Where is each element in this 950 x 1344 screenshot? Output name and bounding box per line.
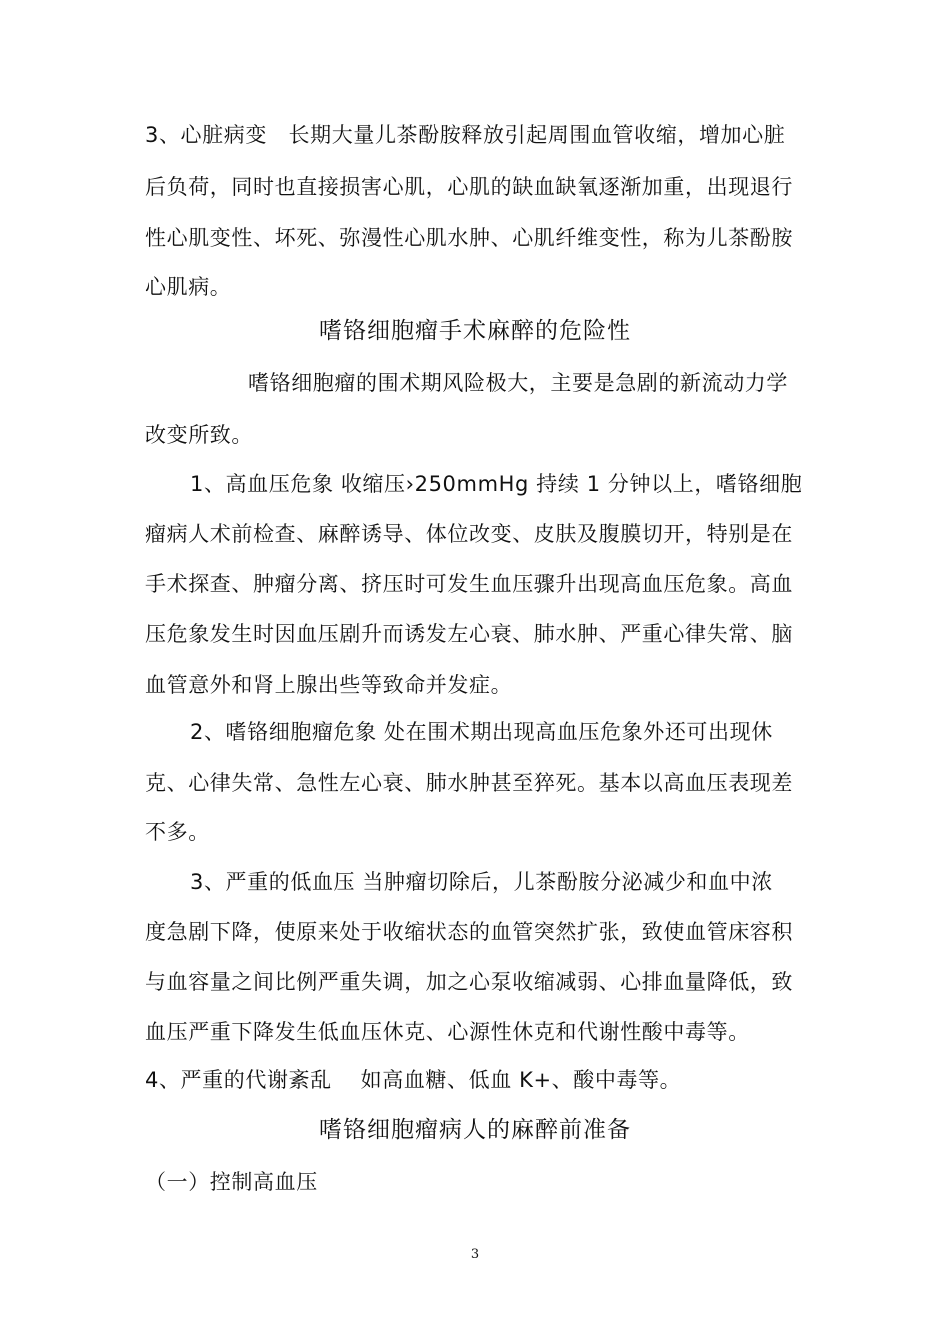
paragraph-line: 不多。 bbox=[145, 820, 210, 844]
paragraph-line: 1、高血压危象 收缩压›250mmHg 持续 1 分钟以上，嗜铬细胞 bbox=[190, 472, 803, 496]
section-heading: 嗜铬细胞瘤病人的麻醉前准备 bbox=[319, 1117, 631, 1143]
paragraph-line: 与血容量之间比例严重失调，加之心泵收缩减弱、心排血量降低，致 bbox=[145, 970, 793, 994]
section-heading: 嗜铬细胞瘤手术麻醉的危险性 bbox=[319, 318, 631, 344]
paragraph-line: 瘤病人术前检查、麻醉诱导、体位改变、皮肤及腹膜切开，特别是在 bbox=[145, 522, 793, 546]
paragraph-line: 度急剧下降，使原来处于收缩状态的血管突然扩张，致使血管床容积 bbox=[145, 920, 793, 944]
paragraph-line: 嗜铬细胞瘤的围术期风险极大，主要是急剧的新流动力学 bbox=[248, 371, 788, 395]
paragraph-line: 后负荷，同时也直接损害心肌，心肌的缺血缺氧逐渐加重，出现退行 bbox=[145, 175, 793, 199]
paragraph-line: 3、心脏病变 长期大量儿茶酚胺释放引起周围血管收缩，增加心脏 bbox=[145, 123, 786, 147]
paragraph-line: 血压严重下降发生低血压休克、心源性休克和代谢性酸中毒等。 bbox=[145, 1020, 750, 1044]
paragraph-line: 心肌病。 bbox=[145, 275, 232, 299]
paragraph-line: 2、嗜铬细胞瘤危象 处在围术期出现高血压危象外还可出现休 bbox=[190, 720, 773, 744]
paragraph-line: 4、严重的代谢紊乱 如高血糖、低血 K+、酸中毒等。 bbox=[145, 1068, 682, 1092]
paragraph-line: 性心肌变性、坏死、弥漫性心肌水肿、心肌纤维变性，称为儿茶酚胺 bbox=[145, 226, 793, 250]
paragraph-line: 手术探查、肿瘤分离、挤压时可发生血压骤升出现高血压危象。高血 bbox=[145, 572, 793, 596]
paragraph-line: 改变所致。 bbox=[145, 423, 253, 447]
page-number: 3 bbox=[470, 1247, 480, 1262]
paragraph-line: 压危象发生时因血压剧升而诱发左心衰、肺水肿、严重心律失常、脑 bbox=[145, 622, 793, 646]
paragraph-line: 克、心律失常、急性左心衰、肺水肿甚至猝死。基本以高血压表现差 bbox=[145, 771, 793, 795]
paragraph-line: 3、严重的低血压 当肿瘤切除后，儿茶酚胺分泌减少和血中浓 bbox=[190, 870, 773, 894]
subsection-heading: （一）控制高血压 bbox=[145, 1170, 318, 1194]
paragraph-line: 血管意外和肾上腺出些等致命并发症。 bbox=[145, 673, 513, 697]
